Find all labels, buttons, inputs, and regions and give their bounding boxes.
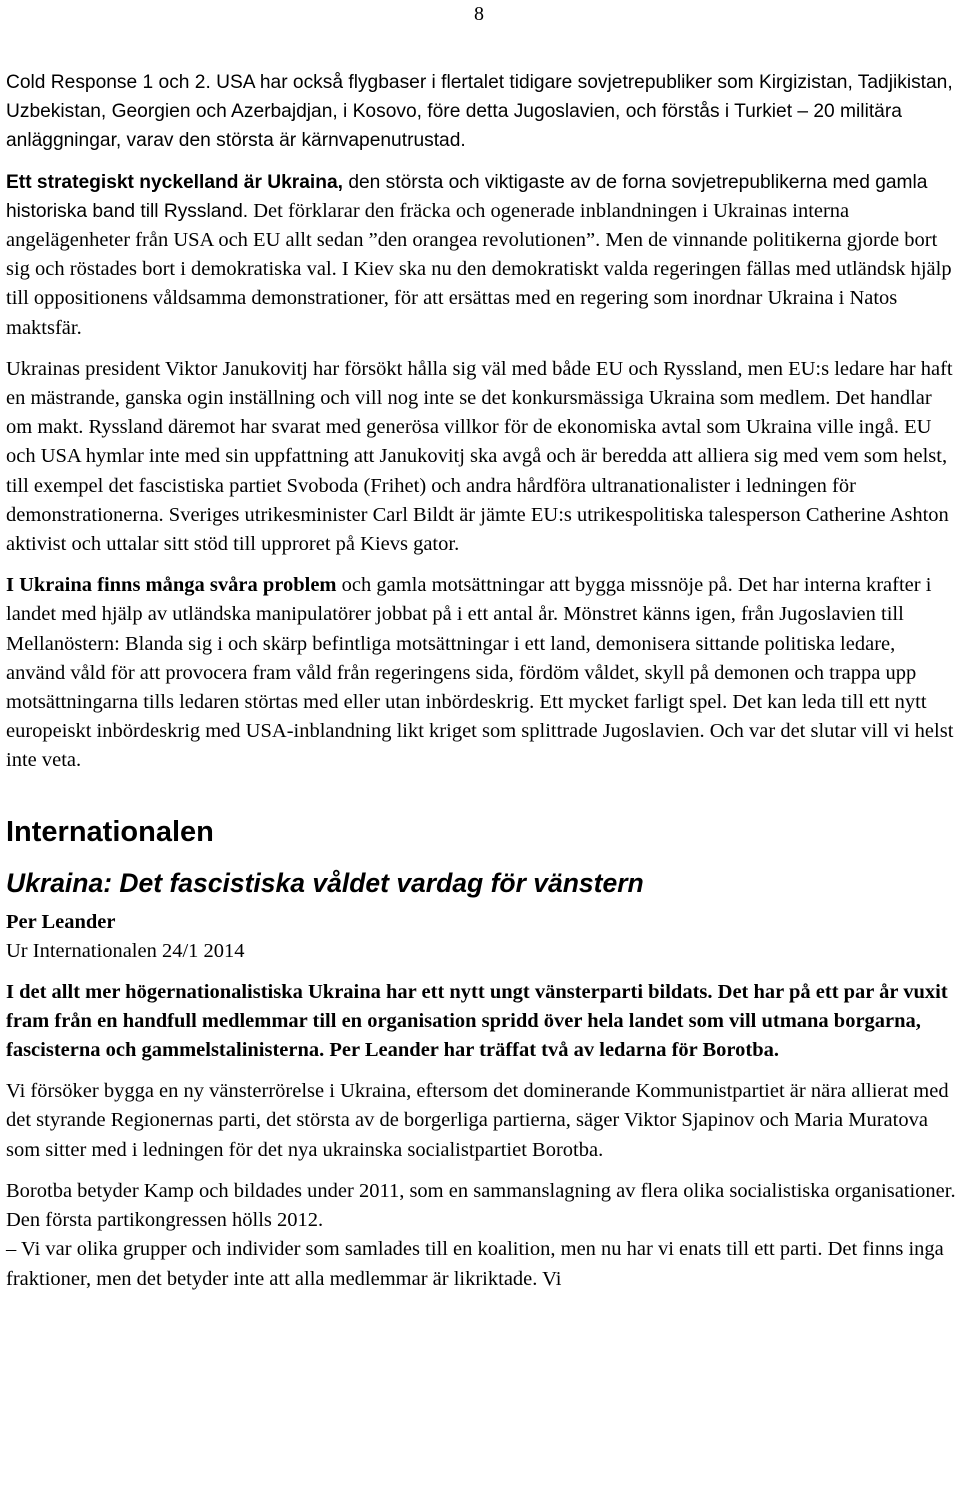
- article-paragraph: Borotba betyder Kamp och bildades under 2011, som en sammanslagning av flera olika socialistiska organisationer. Den första partikongressen hölls 2012.: [6, 1179, 956, 1232]
- document-body: [6, 68, 956, 1294]
- article-paragraph: Vi försöker bygga en ny vänsterrörelse i Ukraina, eftersom det dominerande Kommunistpartiet är nära allierat med det styrande Regionernas parti, det största av de borgerliga partierna, säger Viktor Sjapinov och Maria Muratova som sitter med i ledningen för det nya ukrainska socialistpartiet Borotba.: [6, 1080, 949, 1161]
- article-lead: I det allt mer högernationalistiska Ukraina har ett nytt ungt vänsterparti bildats. Det har på ett par år vuxit fram från en handfull medlemmar till en organisation spridd över hela landet som vill utmana borgarna, fascisterna och gammelstalinisterna. Per Leander har träffat två av ledarna för Borotba.: [6, 980, 948, 1062]
- page-number: 8: [474, 3, 484, 25]
- paragraph-rest-sans: den största och viktigaste av de forna sovjetrepublikerna med gamla historiska band till Ryssland.: [6, 171, 928, 222]
- paragraph-president: Ukrainas president Viktor Janukovitj har försökt hålla sig väl med både EU och Ryssland, men EU:s ledare har haft en mästrande, ganska ogin inställning och vill nog inte se det konkursmässiga Ukraina som medlem. Det handlar om makt. Ryssland däremot har svarat med generösa villkor för de ekonomiska avtal som Ukraina ville ingå. EU och USA hymlar inte med sin uppfattning att Janukovitj ska avgå och är beredda att alliera sig med vem som helst, till exempel det fascistiska partiet Svoboda (Frihet) och andra hårdföra ultranationalister i ledningen för demonstrationerna. Sveriges utrikesminister Carl Bildt är jämte EU:s utrikespolitiska talesperson Catherine Ashton aktivist och uttalar sitt stöd till upproret på Kievs gator.: [6, 357, 953, 556]
- paragraph-ukraine-key: [6, 168, 956, 343]
- paragraph-bases: Cold Response 1 och 2. USA har också flygbaser i flertalet tidigare sovjetrepubliker som Kirgizistan, Tadjikistan, Uzbekistan, Georgien och Azerbajdjan, i Kosovo, före detta Jugoslavien, och förstås i Turkiet – 20 militära anläggningar, varav den största är kärnvapenutrustad.: [6, 72, 953, 152]
- paragraph-problems: [6, 571, 956, 775]
- paragraph-rest: och gamla motsättningar att bygga missnöje på. Det har interna krafter i landet med hjälp av utländska manipulatörer jobbat på i ett antal år. Mönstret känns igen, från Jugoslavien till Mellanöstern: Blanda sig i och skärp befintliga motsättningar i ett land, demonisera sittande politiska ledare, använd våld för att provocera fram våld från regeringens sida, fördöm våldet, skyll på demonen och trappa upp motsättningarna tills ledaren störtas med eller utan inbördeskrig. Ett mycket farligt spel. Det kan leda till ett nytt europeiskt inbördeskrig med USA-inblandning likt kriget som splittrade Jugoslavien. Och var det slutar vill vi helst inte veta.: [6, 574, 954, 772]
- article-author: Per Leander: [6, 910, 116, 933]
- paragraph-lead-bold: Ett strategiskt nyckelland är Ukraina,: [6, 171, 343, 193]
- article-paragraph: – Vi var olika grupper och individer som samlades till en koalition, men nu har vi enats till ett parti. Det finns inga fraktioner, men det betyder inte att alla medlemmar är likriktade. Vi: [6, 1238, 944, 1290]
- paragraph-rest-serif: Det förklarar den fräcka och ogenerade inblandningen i Ukrainas interna angelägenheter från USA och EU allt sedan ”den orangea revolutionen”. Men de vinnande politikerna gjorde bort sig och röstades bort i demokratiska val. I Kiev ska nu den demokratiskt valda regeringen fällas med utländsk hjälp till oppositionens våldsamma demonstrationer, för att ersättas med en regering som inordnar Ukraina i Natos maktsfär.: [6, 199, 952, 339]
- article-title: Ukraina: Det fascistiska våldet vardag för vänstern: [6, 867, 644, 898]
- section-heading: Internationalen: [6, 815, 214, 848]
- paragraph-lead-bold: I Ukraina finns många svåra problem: [6, 574, 337, 597]
- article-source: Ur Internationalen 24/1 2014: [6, 939, 245, 962]
